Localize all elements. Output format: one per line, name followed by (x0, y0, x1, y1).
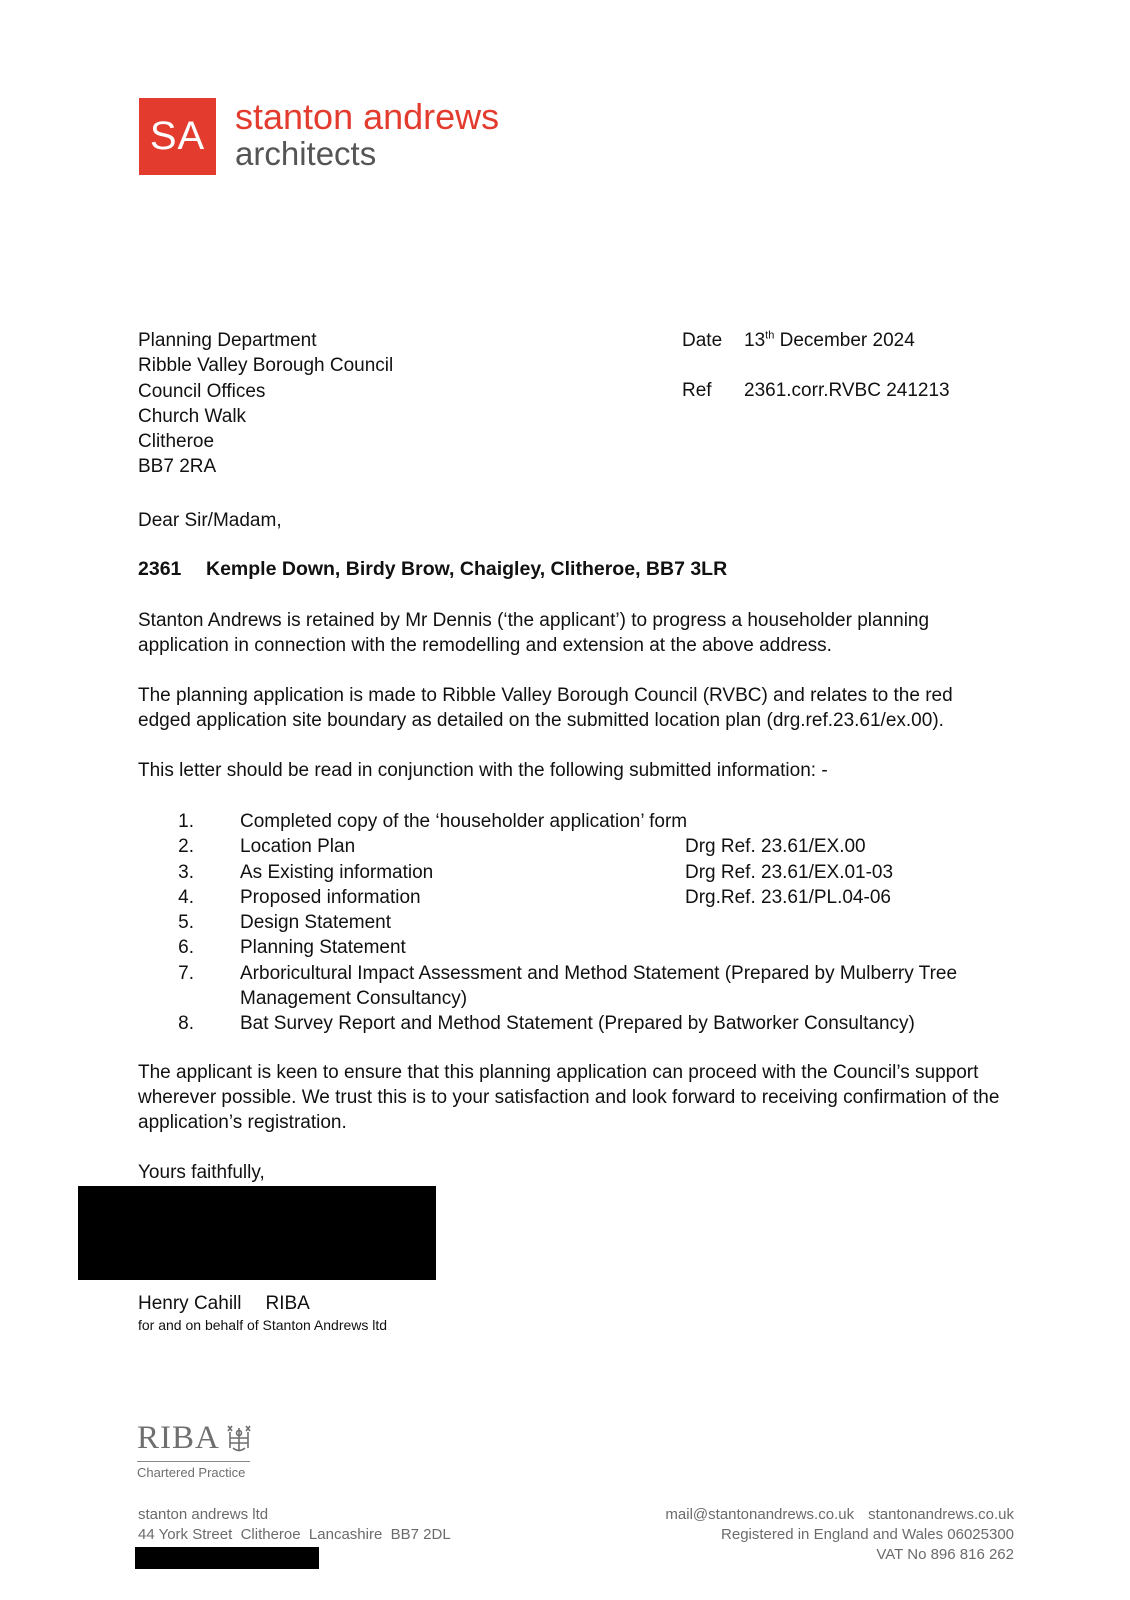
paragraph-application: The planning application is made to Ribble Valley Borough Council (RVBC) and relates to the red edged application site boundary as detailed on the submitted location plan (drg.ref.23.61/ex.00). (138, 685, 953, 731)
logo-mark: SA (139, 98, 216, 175)
footer-website[interactable]: stantonandrews.co.uk (868, 1506, 1014, 1523)
list-item (138, 809, 1008, 834)
list-item-text: Location Plan (240, 836, 356, 858)
subject-project-number: 2361 (138, 558, 182, 580)
list-item-number: 4. (178, 886, 194, 908)
list-item-text: As Existing information (240, 861, 434, 883)
footer-registration: Registered in England and Wales 06025300 (721, 1526, 1014, 1543)
date-ordinal-suffix: th (765, 329, 775, 342)
list-item-text: Arboricultural Impact Assessment and Method Statement (Prepared by Mulberry Tree Management Consultancy) (240, 962, 958, 1009)
address-line: Council Offices (138, 380, 266, 402)
signatory-name: Henry Cahill (138, 1293, 242, 1314)
subject-address: Kemple Down, Birdy Brow, Chaigley, Clitheroe, BB7 3LR (206, 558, 728, 580)
signoff: Yours faithfully, (138, 1162, 265, 1183)
footer-vat: VAT No 896 816 262 (876, 1546, 1014, 1563)
logo-subtitle: architects (235, 135, 377, 172)
list-item-number: 8. (178, 1012, 194, 1034)
address-line: Planning Department (138, 330, 317, 351)
address-line: BB7 2RA (138, 456, 217, 478)
riba-divider (137, 1461, 250, 1462)
signatory-qualification: RIBA (265, 1293, 310, 1314)
list-item-number: 2. (178, 836, 194, 858)
list-item-text: Planning Statement (240, 937, 406, 959)
list-item (138, 860, 1008, 885)
footer-company-name: stanton andrews ltd (138, 1506, 269, 1523)
list-item-number: 5. (178, 912, 194, 934)
ref-label: Ref (682, 380, 712, 401)
list-item (138, 1011, 1008, 1036)
list-item-number: 7. (178, 962, 194, 984)
on-behalf-line: for and on behalf of Stanton Andrews ltd (138, 1317, 388, 1333)
recipient-address (138, 328, 393, 480)
date-day: 13 (744, 330, 766, 351)
address-line: Church Walk (138, 405, 247, 427)
signatory (138, 1291, 310, 1316)
list-item-number: 3. (178, 861, 194, 883)
list-item-drawing-ref: Drg.Ref. 23.61/PL.04-06 (685, 886, 891, 908)
list-item-text: Bat Survey Report and Method Statement (Prepared by Batworker Consultancy) (240, 1012, 915, 1034)
list-item (138, 935, 1008, 960)
logo-company-name: stanton andrews (235, 96, 500, 137)
list-item-number: 1. (178, 811, 194, 832)
address-line: Clitheroe (138, 431, 215, 453)
footer-contact (665, 1505, 1014, 1565)
list-item-drawing-ref: Drg Ref. 23.61/EX.01-03 (685, 861, 894, 883)
riba-wordmark: RIBA (137, 1420, 220, 1456)
list-item (138, 834, 1008, 859)
list-item (138, 885, 1008, 910)
ref-value: 2361.corr.RVBC 241213 (744, 380, 950, 401)
paragraph-closing: The applicant is keen to ensure that this planning application can proceed with the Council’s support wherever possible. We trust this is to your satisfaction and look forward to receiving confirmation of the application’s registration. (138, 1062, 1000, 1133)
redacted-footer-line (135, 1547, 319, 1569)
list-item (138, 910, 1008, 935)
footer-company (138, 1505, 451, 1545)
date-value (744, 328, 915, 353)
list-item-text: Completed copy of the ‘householder application’ form (240, 811, 688, 832)
address-line: Ribble Valley Borough Council (138, 355, 394, 377)
subject-line (138, 557, 727, 582)
footer-address: 44 York Street Clitheroe Lancashire BB7 2DL (138, 1526, 451, 1543)
paragraph-enclosures-intro: This letter should be read in conjunction with the following submitted information: - (138, 760, 828, 781)
salutation: Dear Sir/Madam, (138, 510, 282, 531)
list-item-drawing-ref: Drg Ref. 23.61/EX.00 (685, 836, 866, 858)
footer-email[interactable]: mail@stantonandrews.co.uk (665, 1506, 855, 1523)
list-item-text: Proposed information (240, 886, 421, 908)
list-item-number: 6. (178, 937, 194, 959)
redacted-signature (78, 1186, 436, 1280)
date-month-year: December 2024 (774, 330, 915, 351)
list-item (138, 961, 1008, 1011)
date-label: Date (682, 330, 723, 351)
riba-crest-icon (224, 1422, 254, 1454)
list-item-text: Design Statement (240, 912, 392, 934)
enclosure-list (138, 809, 1008, 1036)
riba-practice-label: Chartered Practice (137, 1465, 246, 1480)
paragraph-introduction: Stanton Andrews is retained by Mr Dennis (‘the applicant’) to progress a householder planning application in connection with the remodelling and extension at the above address. (138, 610, 930, 656)
